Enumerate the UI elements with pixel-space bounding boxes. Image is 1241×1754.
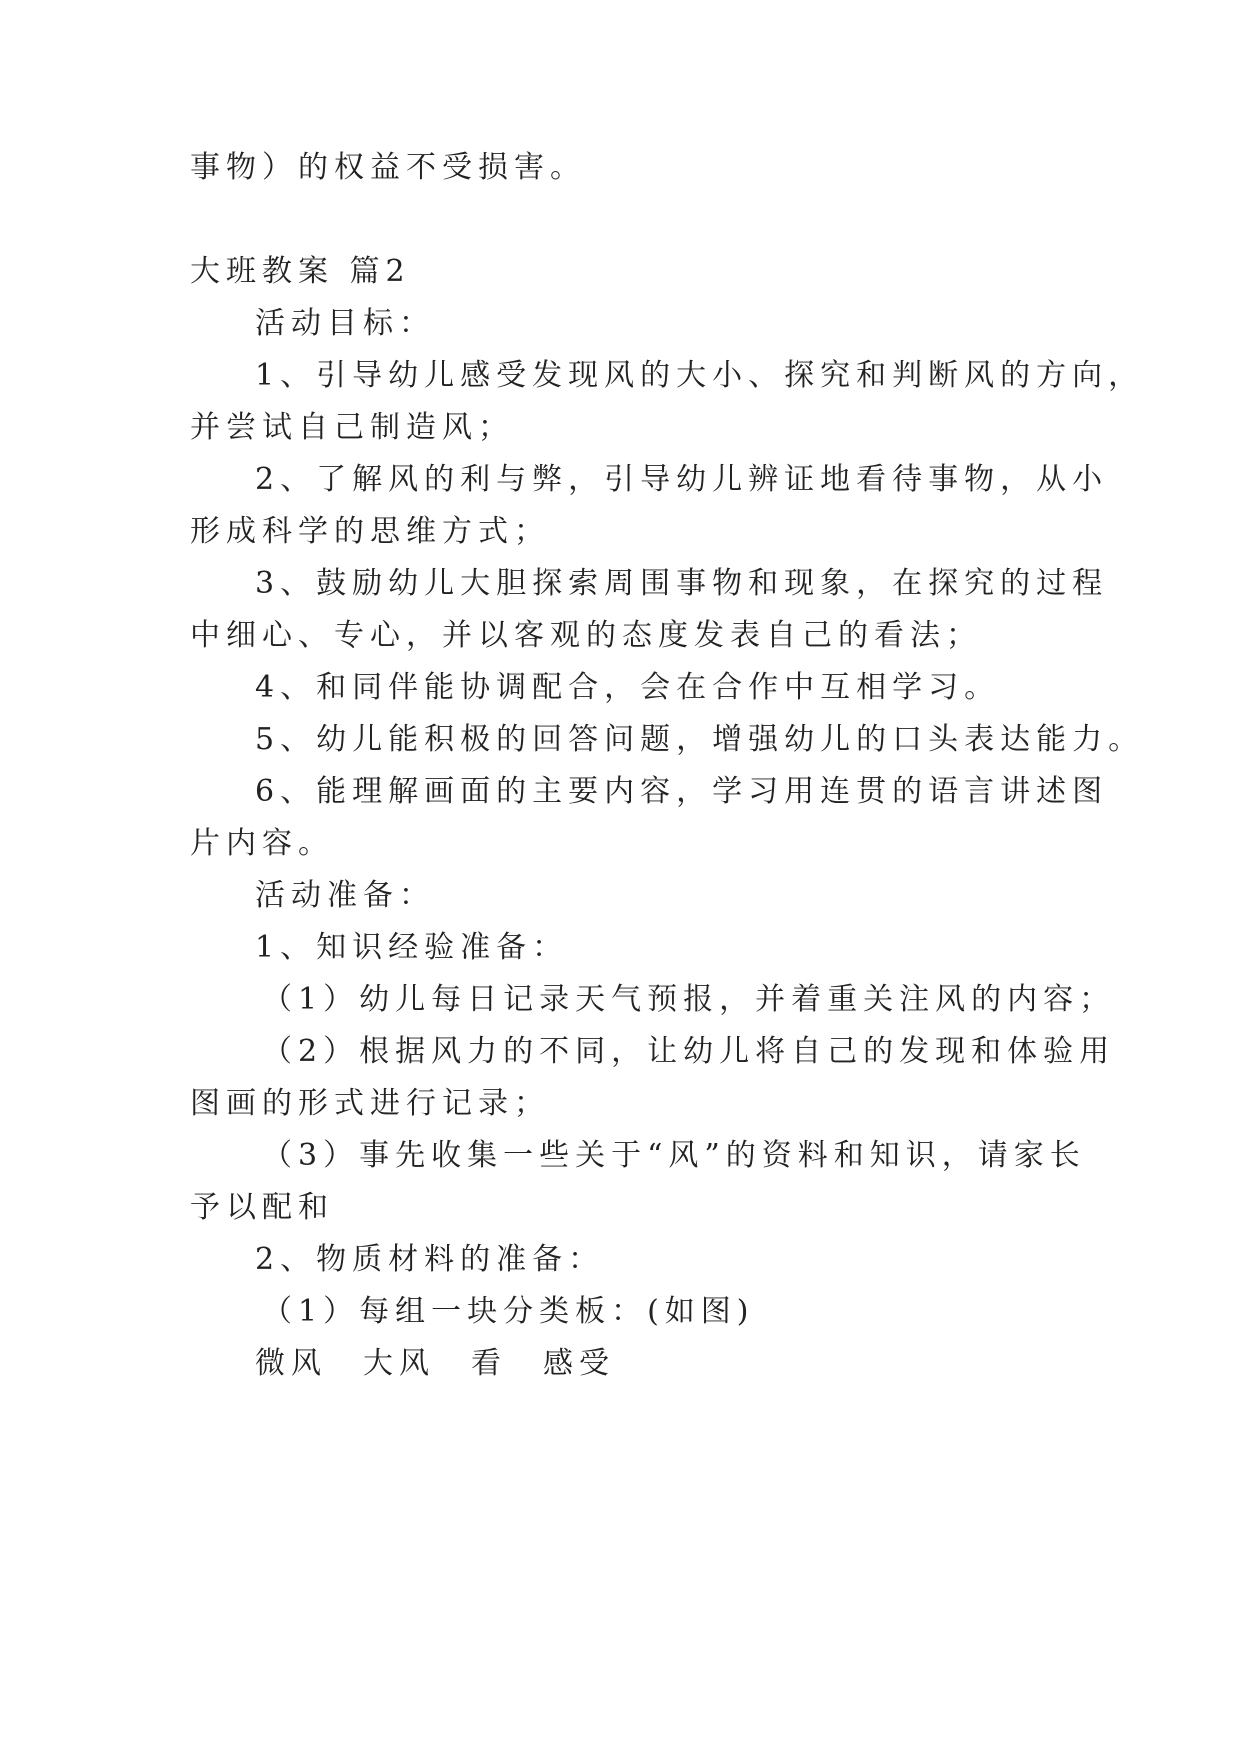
prep-line: 2、物质材料的准备： — [255, 1242, 605, 1277]
continuation-text: 事物）的权益不受损害。 — [190, 150, 586, 185]
prep-line: （3）事先收集一些关于“风”的资料和知识，请家长 — [262, 1138, 1086, 1173]
goals-heading: 活动目标： — [255, 306, 435, 341]
prep-line: 微风 大风 看 感受 — [255, 1346, 615, 1381]
goal-line: 4、和同伴能协调配合，会在合作中互相学习。 — [255, 670, 1001, 705]
prep-line: （1）幼儿每日记录天气预报，并着重关注风的内容； — [262, 982, 1116, 1017]
goal-line: 并尝试自己制造风； — [190, 410, 514, 445]
goal-line: 5、幼儿能积极的回答问题，增强幼儿的口头表达能力。 — [255, 722, 1145, 757]
goal-line: 2、了解风的利与弊，引导幼儿辨证地看待事物，从小 — [255, 462, 1109, 497]
section-title: 大班教案 篇2 — [190, 254, 411, 289]
prep-heading: 活动准备： — [255, 878, 435, 913]
goal-line: 形成科学的思维方式； — [190, 514, 550, 549]
goal-line: 3、鼓励幼儿大胆探索周围事物和现象，在探究的过程 — [255, 566, 1109, 601]
goal-line: 中细心、专心，并以客观的态度发表自己的看法； — [190, 618, 982, 653]
prep-line: （2）根据风力的不同，让幼儿将自己的发现和体验用 — [262, 1034, 1116, 1069]
prep-line: 1、知识经验准备： — [255, 930, 569, 965]
goal-line: 1、引导幼儿感受发现风的大小、探究和判断风的方向， — [255, 358, 1145, 393]
prep-line: 予以配和 — [190, 1190, 334, 1225]
prep-line: （1）每组一块分类板：(如图) — [262, 1294, 755, 1329]
goal-line: 片内容。 — [190, 826, 334, 861]
goal-line: 6、能理解画面的主要内容，学习用连贯的语言讲述图 — [255, 774, 1109, 809]
prep-line: 图画的形式进行记录； — [190, 1086, 550, 1121]
